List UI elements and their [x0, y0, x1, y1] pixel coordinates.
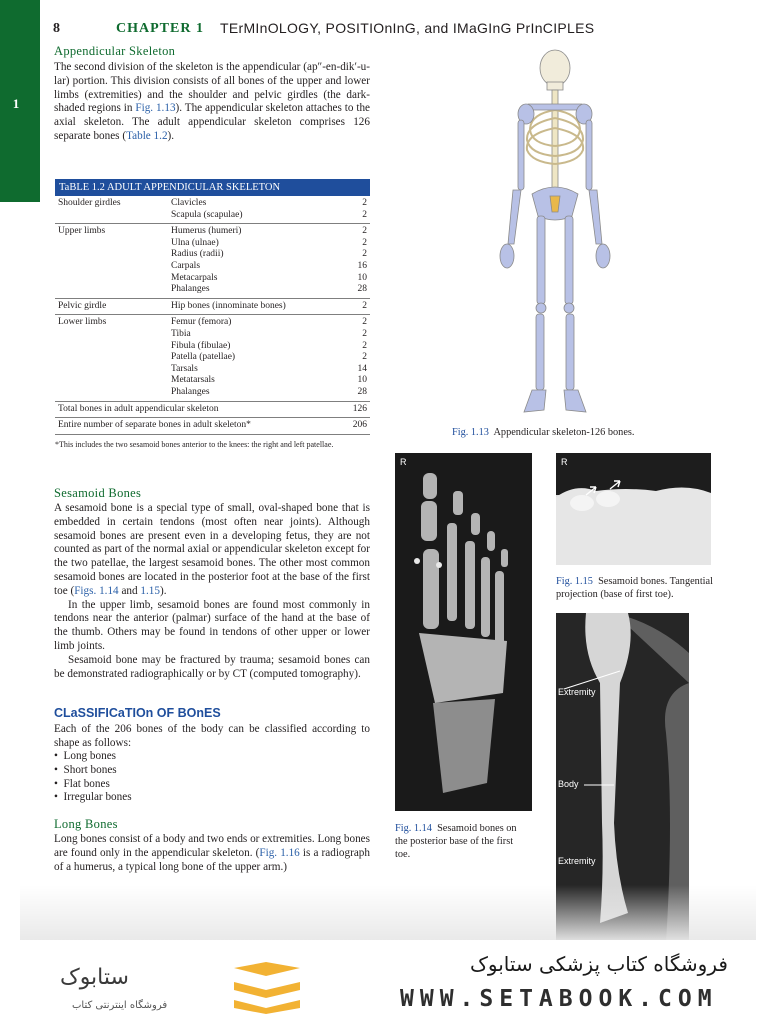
fig-1-14-caption: [395, 822, 530, 861]
fig-1-16-link[interactable]: Fig. 1.16: [259, 846, 300, 859]
appendicular-heading: Appendicular Skeleton: [54, 44, 176, 58]
page-bottom-fade: [20, 885, 756, 943]
setabook-logo-icon: [230, 962, 304, 1014]
bone-cell: Hip bones (innominate bones): [168, 298, 334, 315]
fig-label: Fig. 1.15: [556, 576, 593, 587]
long-bones-paragraph: [54, 833, 370, 874]
text-run: Long bones consist of a body and two ends or extremities. Long bones are found only in the appendicular skeleton. (: [54, 833, 370, 859]
classification-intro: Each of the 206 bones of the body can be classified according to shape as follows:: [54, 723, 370, 749]
group-cell: Lower limbs: [58, 317, 107, 328]
table-row: [55, 375, 370, 387]
chapter-label: CHAPTER 1: [116, 21, 204, 36]
bone-cell: Phalanges: [168, 284, 334, 298]
table-row: [55, 196, 370, 210]
sesamoid-paragraph-3: Sesamoid bone may be fractured by trauma; sesamoid bones can be demonstrated radiographically or by CT (computed tomography).: [54, 653, 370, 680]
entire-row: [55, 418, 370, 435]
total-value: 206: [334, 418, 370, 435]
sesamoid-tangential-drawing: [556, 453, 711, 565]
page-number: 8: [53, 21, 60, 36]
side-marker: R: [561, 457, 568, 467]
group-cell: [55, 273, 168, 285]
group-cell: [55, 387, 168, 401]
appendicular-paragraph: [54, 61, 370, 144]
fig-label: Fig. 1.14: [395, 823, 432, 834]
body-label: Body: [558, 779, 579, 789]
fig-text: Appendicular skeleton-126 bones.: [493, 427, 635, 438]
count-cell: 2: [362, 237, 367, 248]
count-cell: 2: [362, 352, 367, 363]
side-marker: R: [400, 457, 407, 467]
text-run: and: [118, 584, 141, 597]
total-label: Entire number of separate bones in adult skeleton*: [55, 418, 334, 435]
group-cell: [55, 238, 168, 250]
group-cell: [55, 261, 168, 273]
table-row: [55, 210, 370, 224]
fig-1-13-caption: [452, 426, 634, 439]
group-cell: Upper limbs: [58, 226, 106, 237]
list-item: [54, 791, 254, 805]
website-url[interactable]: WWW.SETABOOK.COM: [400, 986, 718, 1012]
extremity-top-label: Extremity: [558, 687, 596, 697]
bullet: •: [54, 763, 64, 776]
table-row: [55, 315, 370, 329]
count-cell: 14: [357, 363, 367, 374]
skeleton-illustration: [480, 48, 630, 418]
count-cell: 2: [362, 317, 367, 328]
table-row: [55, 364, 370, 376]
bone-cell: Patella (patellae): [171, 352, 236, 363]
table-footnote: *This includes the two sesamoid bones anterior to the knees: the right and left patellae.: [55, 439, 334, 449]
count-cell: 2: [362, 198, 367, 208]
fig-1-14-radiograph: [395, 453, 532, 811]
fig-text: Sesamoid bones. Tangential projection (base of first toe).: [556, 576, 713, 600]
fig-1-14-link[interactable]: Figs. 1.14: [74, 584, 119, 597]
total-label: Total bones in adult appendicular skeleton: [55, 401, 334, 418]
text-run: ).: [159, 584, 167, 597]
bullet: •: [54, 791, 64, 804]
bone-cell: Tibia: [171, 328, 191, 339]
list-item-label: Flat bones: [63, 777, 110, 790]
table-1-2-link[interactable]: Table 1.2: [126, 129, 168, 142]
text-run: ). The appendicular skeleton attaches to the axial skeleton. The adult appendicular skeleton comprises 126 separate bones (: [54, 102, 370, 142]
table-row: [55, 352, 370, 364]
brand-name: ستابوک: [60, 965, 129, 990]
running-title: TErMInOLOGY, POSITIOnInG, and IMaGInG PrInCIPLES: [220, 20, 595, 36]
group-cell: [55, 364, 168, 376]
total-value: 126: [334, 401, 370, 418]
fig-1-15-radiograph: [556, 453, 711, 565]
group-cell: [55, 249, 168, 261]
brand-subtitle: فروشگاه اینترنتی کتاب: [72, 1000, 168, 1011]
table-row: [55, 387, 370, 401]
list-item-label: Short bones: [63, 763, 117, 776]
count-cell: 16: [357, 260, 367, 271]
table-body: [55, 196, 370, 435]
fig-1-15-caption: [556, 575, 716, 601]
text-run: A sesamoid bone is a special type of small, oval-shaped bone that is embedded in certain tendons (most often near joints). Although sesamoid bones are present even in a developing fetus, they are not counted as part of the normal axial or appendicular skeleton except for the two patellae, the largest sesamoid bones. The other most common sesamoid bones are located in the posterior foot at the base of the first toe (: [54, 502, 370, 597]
foot-bones-drawing: [395, 453, 532, 811]
bullet: •: [54, 777, 64, 790]
group-cell: [55, 375, 168, 387]
chapter-tab-number: 1: [12, 96, 20, 111]
fig-1-13-link[interactable]: Fig. 1.13: [135, 102, 176, 115]
text-run: The second division of the skeleton is the appendicular (ap″-en-dik′-u-lar) portion. This division consists of all bones of the upper and lower limbs (extremities) and the shoulder and pelvic girdles (the dark-shaded regions in: [54, 61, 370, 115]
sesamoid-paragraph-1: [54, 502, 370, 599]
group-cell: [55, 341, 168, 353]
bone-cell: Phalanges: [168, 387, 334, 401]
count-cell: 10: [357, 272, 367, 283]
group-cell: [55, 284, 168, 298]
group-cell: [55, 210, 168, 224]
table-1-2: [55, 179, 370, 450]
group-cell: Pelvic girdle: [55, 298, 168, 315]
sesamoid-heading: Sesamoid Bones: [54, 486, 142, 500]
bone-cell: Scapula (scapulae): [168, 210, 334, 224]
shop-name: فروشگاه کتاب پزشکی ستابوک: [470, 952, 728, 976]
long-bones-heading: Long Bones: [54, 817, 118, 831]
total-row: [55, 401, 370, 418]
table-row: [55, 249, 370, 261]
count-cell: 2: [362, 340, 367, 351]
group-cell: [55, 329, 168, 341]
bone-cell: Metacarpals: [171, 272, 218, 283]
bone-cell: Fibula (fibulae): [171, 340, 231, 351]
count-cell: 28: [334, 284, 370, 298]
table-row: [55, 284, 370, 298]
table-row: [55, 261, 370, 273]
text-run: ).: [167, 129, 175, 142]
classification-heading: CLaSSIFICaTIOn OF BOnES: [54, 706, 221, 720]
extremity-bottom-label: Extremity: [558, 856, 596, 866]
count-cell: 2: [362, 328, 367, 339]
sesamoid-text: [54, 502, 370, 681]
group-cell: Shoulder girdles: [58, 198, 121, 208]
bone-cell: Radius (radii): [171, 249, 224, 260]
table-row: [55, 341, 370, 353]
sesamoid-paragraph-2: In the upper limb, sesamoid bones are found most commonly in tendons near the anterior (palmar) surface of the hand at the base of the thumb. Others may be found in tendons of other upper or lower limb joints.: [54, 598, 370, 652]
count-cell: 10: [357, 375, 367, 386]
group-cell: [55, 352, 168, 364]
count-cell: 2: [362, 226, 367, 237]
classification-list: [54, 750, 254, 805]
list-item: [54, 778, 254, 792]
table-row: [55, 329, 370, 341]
list-item: [54, 764, 254, 778]
bone-cell: Clavicles: [171, 198, 207, 208]
list-item: [54, 750, 254, 764]
table-title: TaBLE 1.2 ADULT APPENDICULAR SKELETON: [55, 179, 370, 196]
fig-text: Sesamoid bones on the posterior base of the first toe.: [395, 823, 517, 860]
list-item-label: Long bones: [63, 750, 117, 762]
bone-cell: Carpals: [171, 260, 201, 271]
table-row: [55, 238, 370, 250]
table-row: [55, 273, 370, 285]
fig-label: Fig. 1.13: [452, 427, 489, 438]
count-cell: 2: [362, 249, 367, 260]
bone-cell: Ulna (ulnae): [171, 237, 219, 248]
bone-cell: Femur (femora): [171, 317, 232, 328]
list-item-label: Irregular bones: [63, 791, 132, 804]
text-run: is a radiograph of a humerus, a typical long bone of the upper arm.): [54, 846, 370, 873]
count-cell: 2: [334, 298, 370, 315]
count-cell: 2: [334, 210, 370, 224]
count-cell: 28: [334, 387, 370, 401]
table-row: [55, 224, 370, 238]
bone-cell: Humerus (humeri): [171, 226, 242, 237]
bullet: •: [54, 750, 64, 762]
table-row: [55, 298, 370, 315]
bone-cell: Tarsals: [171, 363, 198, 374]
bone-cell: Metatarsals: [171, 375, 215, 386]
fig-1-15-link[interactable]: 1.15: [140, 584, 160, 597]
